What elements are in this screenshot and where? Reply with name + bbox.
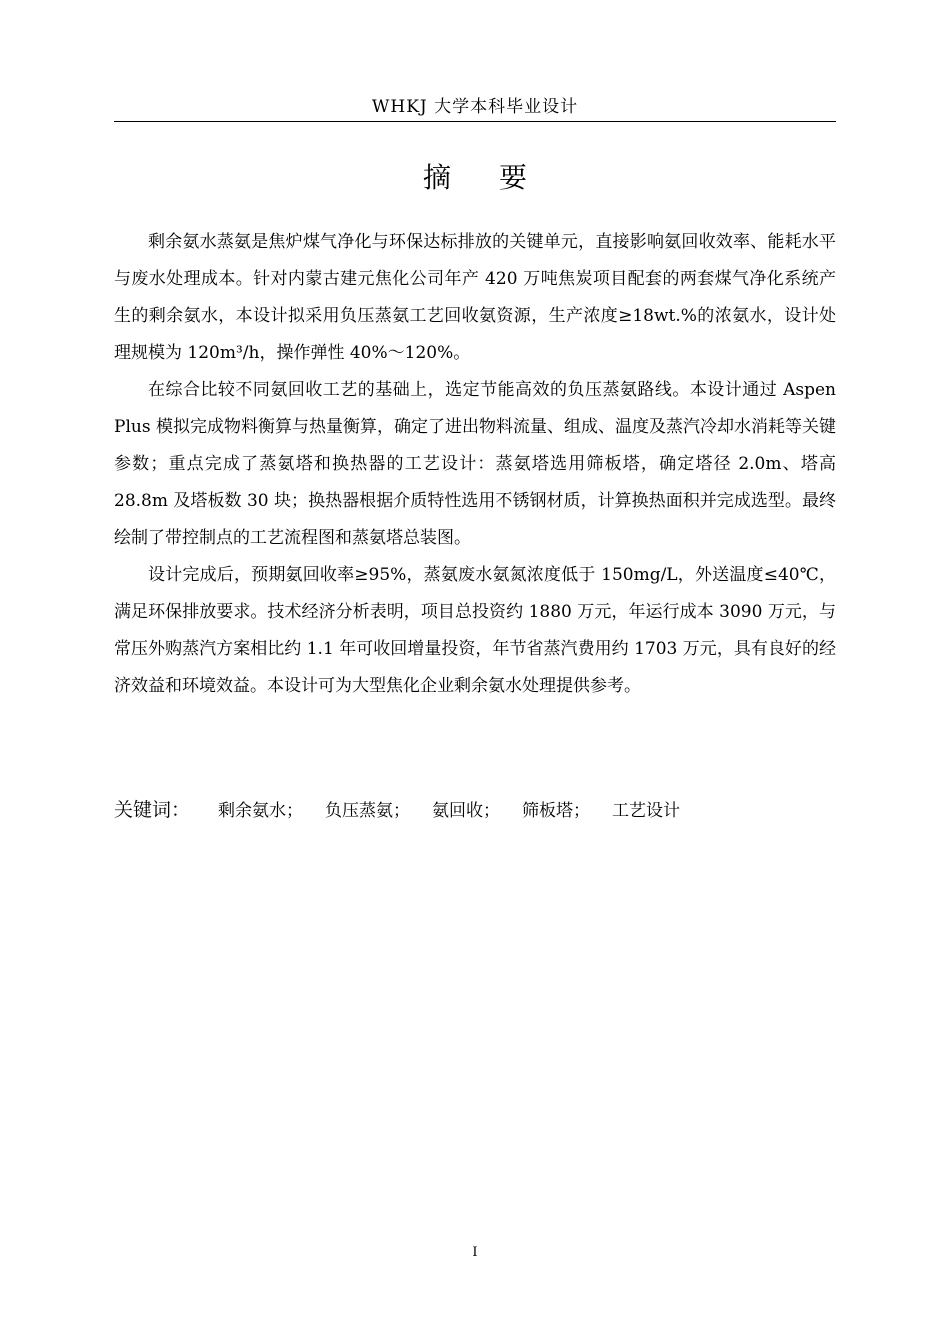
abstract-title: [114, 158, 836, 198]
keywords-label: 关键词：: [114, 799, 191, 821]
header-divider: [114, 121, 836, 122]
keyword-item: 氨回收；: [432, 801, 501, 821]
keywords-line: [114, 792, 836, 829]
page-number: I: [472, 1245, 478, 1260]
page-header: WHKJ 大学本科毕业设计: [371, 97, 579, 117]
abstract-paragraph-3: 设计完成后，预期氨回收率≥95%，蒸氨废水氨氮浓度低于 150mg/L，外送温度≤40℃，满足环保排放要求。技术经济分析表明，项目总投资约 1880 万元，年运行成本 3090 万元，与常压外购蒸汽方案相比约 1.1 年可收回增量投资，年节省蒸汽费用约 1703 万元，具有良好的经济效益和环境效益。本设计可为大型焦化企业剩余氨水处理提供参考。: [114, 565, 836, 696]
keyword-item: 筛板塔；: [522, 801, 591, 821]
abstract-title-char-2: 要: [499, 161, 528, 194]
keyword-item: 工艺设计: [612, 801, 681, 821]
abstract-title-char-1: 摘: [422, 161, 451, 194]
abstract-body: [114, 224, 836, 705]
keyword-item: 负压蒸氨；: [325, 801, 411, 821]
abstract-paragraph-1: 剩余氨水蒸氨是焦炉煤气净化与环保达标排放的关键单元，直接影响氨回收效率、能耗水平与废水处理成本。针对内蒙古建元焦化公司年产 420 万吨焦炭项目配套的两套煤气净化系统产生的剩余氨水，本设计拟采用负压蒸氨工艺回收氨资源，生产浓度≥18wt.%的浓氨水，设计处理规模为 120m³/h，操作弹性 40%～120%。: [114, 232, 836, 363]
abstract-paragraph-2: 在综合比较不同氨回收工艺的基础上，选定节能高效的负压蒸氨路线。本设计通过 Aspen Plus 模拟完成物料衡算与热量衡算，确定了进出物料流量、组成、温度及蒸汽冷却水消耗等关键参数；重点完成了蒸氨塔和换热器的工艺设计：蒸氨塔选用筛板塔，确定塔径 2.0m、塔高 28.8m 及塔板数 30 块；换热器根据介质特性选用不锈钢材质，计算换热面积并完成选型。最终绘制了带控制点的工艺流程图和蒸氨塔总装图。: [114, 380, 836, 548]
keyword-item: 剩余氨水；: [218, 801, 304, 821]
